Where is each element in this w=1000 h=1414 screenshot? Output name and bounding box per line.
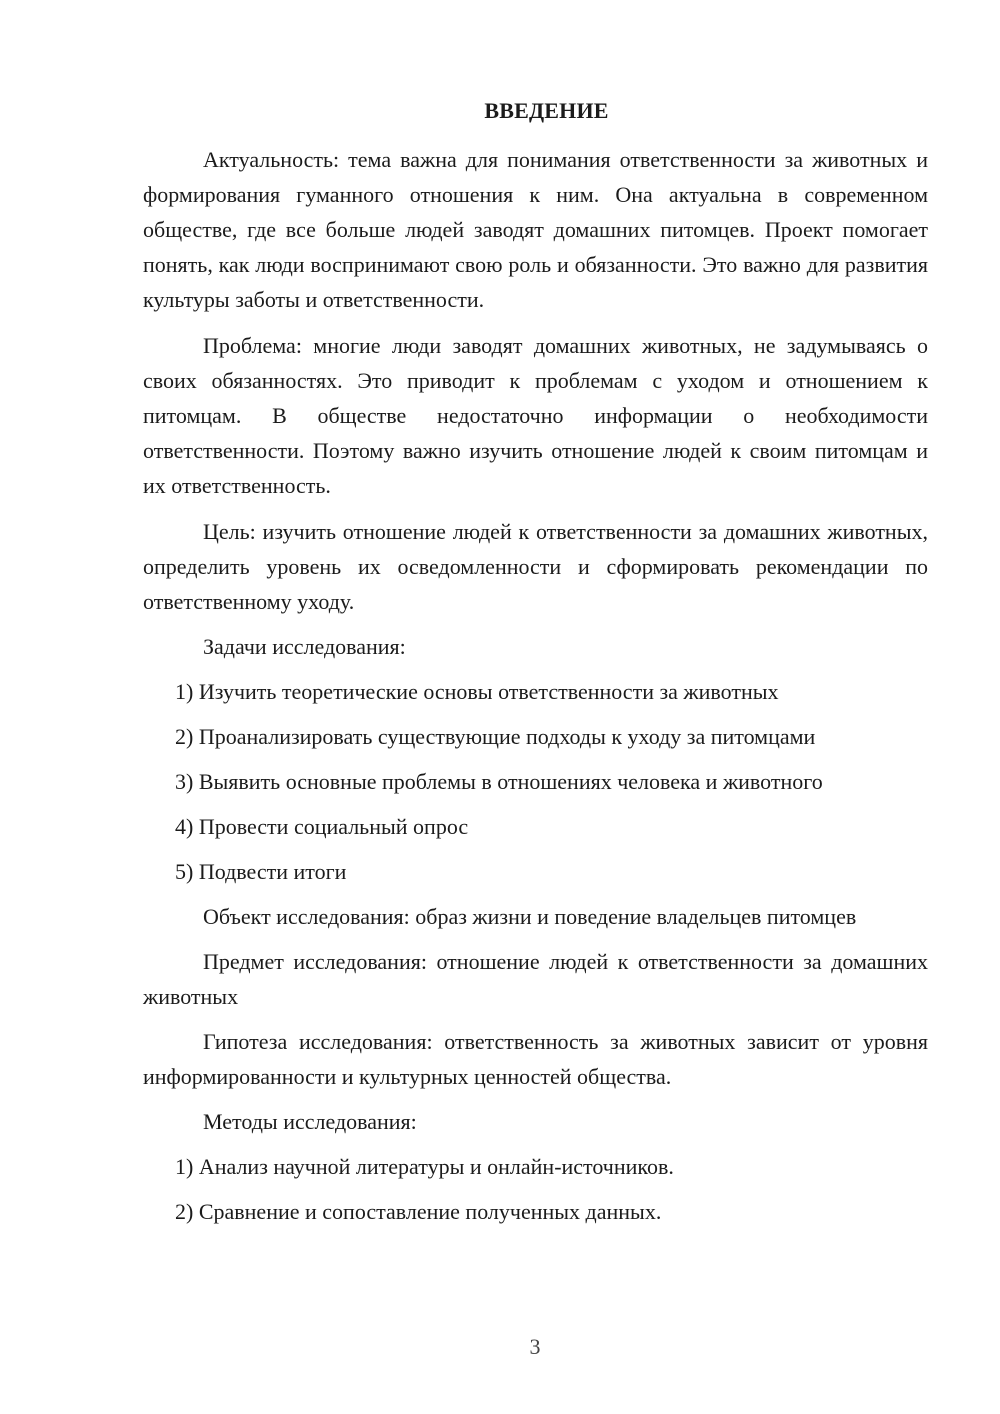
task-item-5: 5) Подвести итоги [175, 859, 347, 884]
hypothesis-paragraph: Гипотеза исследования: ответственность за животных зависит от уровня информированности и культурных ценностей общества. [143, 1029, 928, 1089]
task-item-3: 3) Выявить основные проблемы в отношениях человека и животного [175, 769, 823, 794]
task-item-1: 1) Изучить теоретические основы ответственности за животных [175, 679, 779, 704]
method-item-1: 1) Анализ научной литературы и онлайн-источников. [175, 1154, 674, 1179]
section-title: ВВЕДЕНИЕ [484, 98, 609, 123]
methods-heading: Методы исследования: [203, 1109, 417, 1134]
method-item-2: 2) Сравнение и сопоставление полученных данных. [175, 1199, 662, 1224]
page-number: 3 [529, 1334, 541, 1359]
task-item-4: 4) Провести социальный опрос [175, 814, 469, 839]
task-item-2: 2) Проанализировать существующие подходы к уходу за питомцами [175, 724, 816, 749]
page-content [143, 96, 928, 1229]
subject-paragraph: Предмет исследования: отношение людей к ответственности за домашних животных [143, 949, 928, 1009]
tasks-heading: Задачи исследования: [203, 634, 406, 659]
relevance-paragraph: Актуальность: тема важна для понимания ответственности за животных и формирования гуманного отношения к ним. Она актуальна в современном обществе, где все больше людей заводят домашних питомцев. Проект помогает понять, как люди воспринимают свою роль и обязанности. Это важно для развития культуры заботы и ответственности. [143, 147, 928, 312]
problem-paragraph: Проблема: многие люди заводят домашних животных, не задумываясь о своих обязанностях. Это приводит к проблемам с уходом и отношением к питомцам. В обществе недостаточно информации о необходимости ответственности. Поэтому важно изучить отношение людей к своим питомцам и их ответственность. [143, 333, 928, 498]
goal-paragraph: Цель: изучить отношение людей к ответственности за домашних животных, определить уровень их осведомленности и сформировать рекомендации по ответственному уходу. [143, 519, 928, 614]
object-paragraph: Объект исследования: образ жизни и поведение владельцев питомцев [203, 904, 857, 929]
